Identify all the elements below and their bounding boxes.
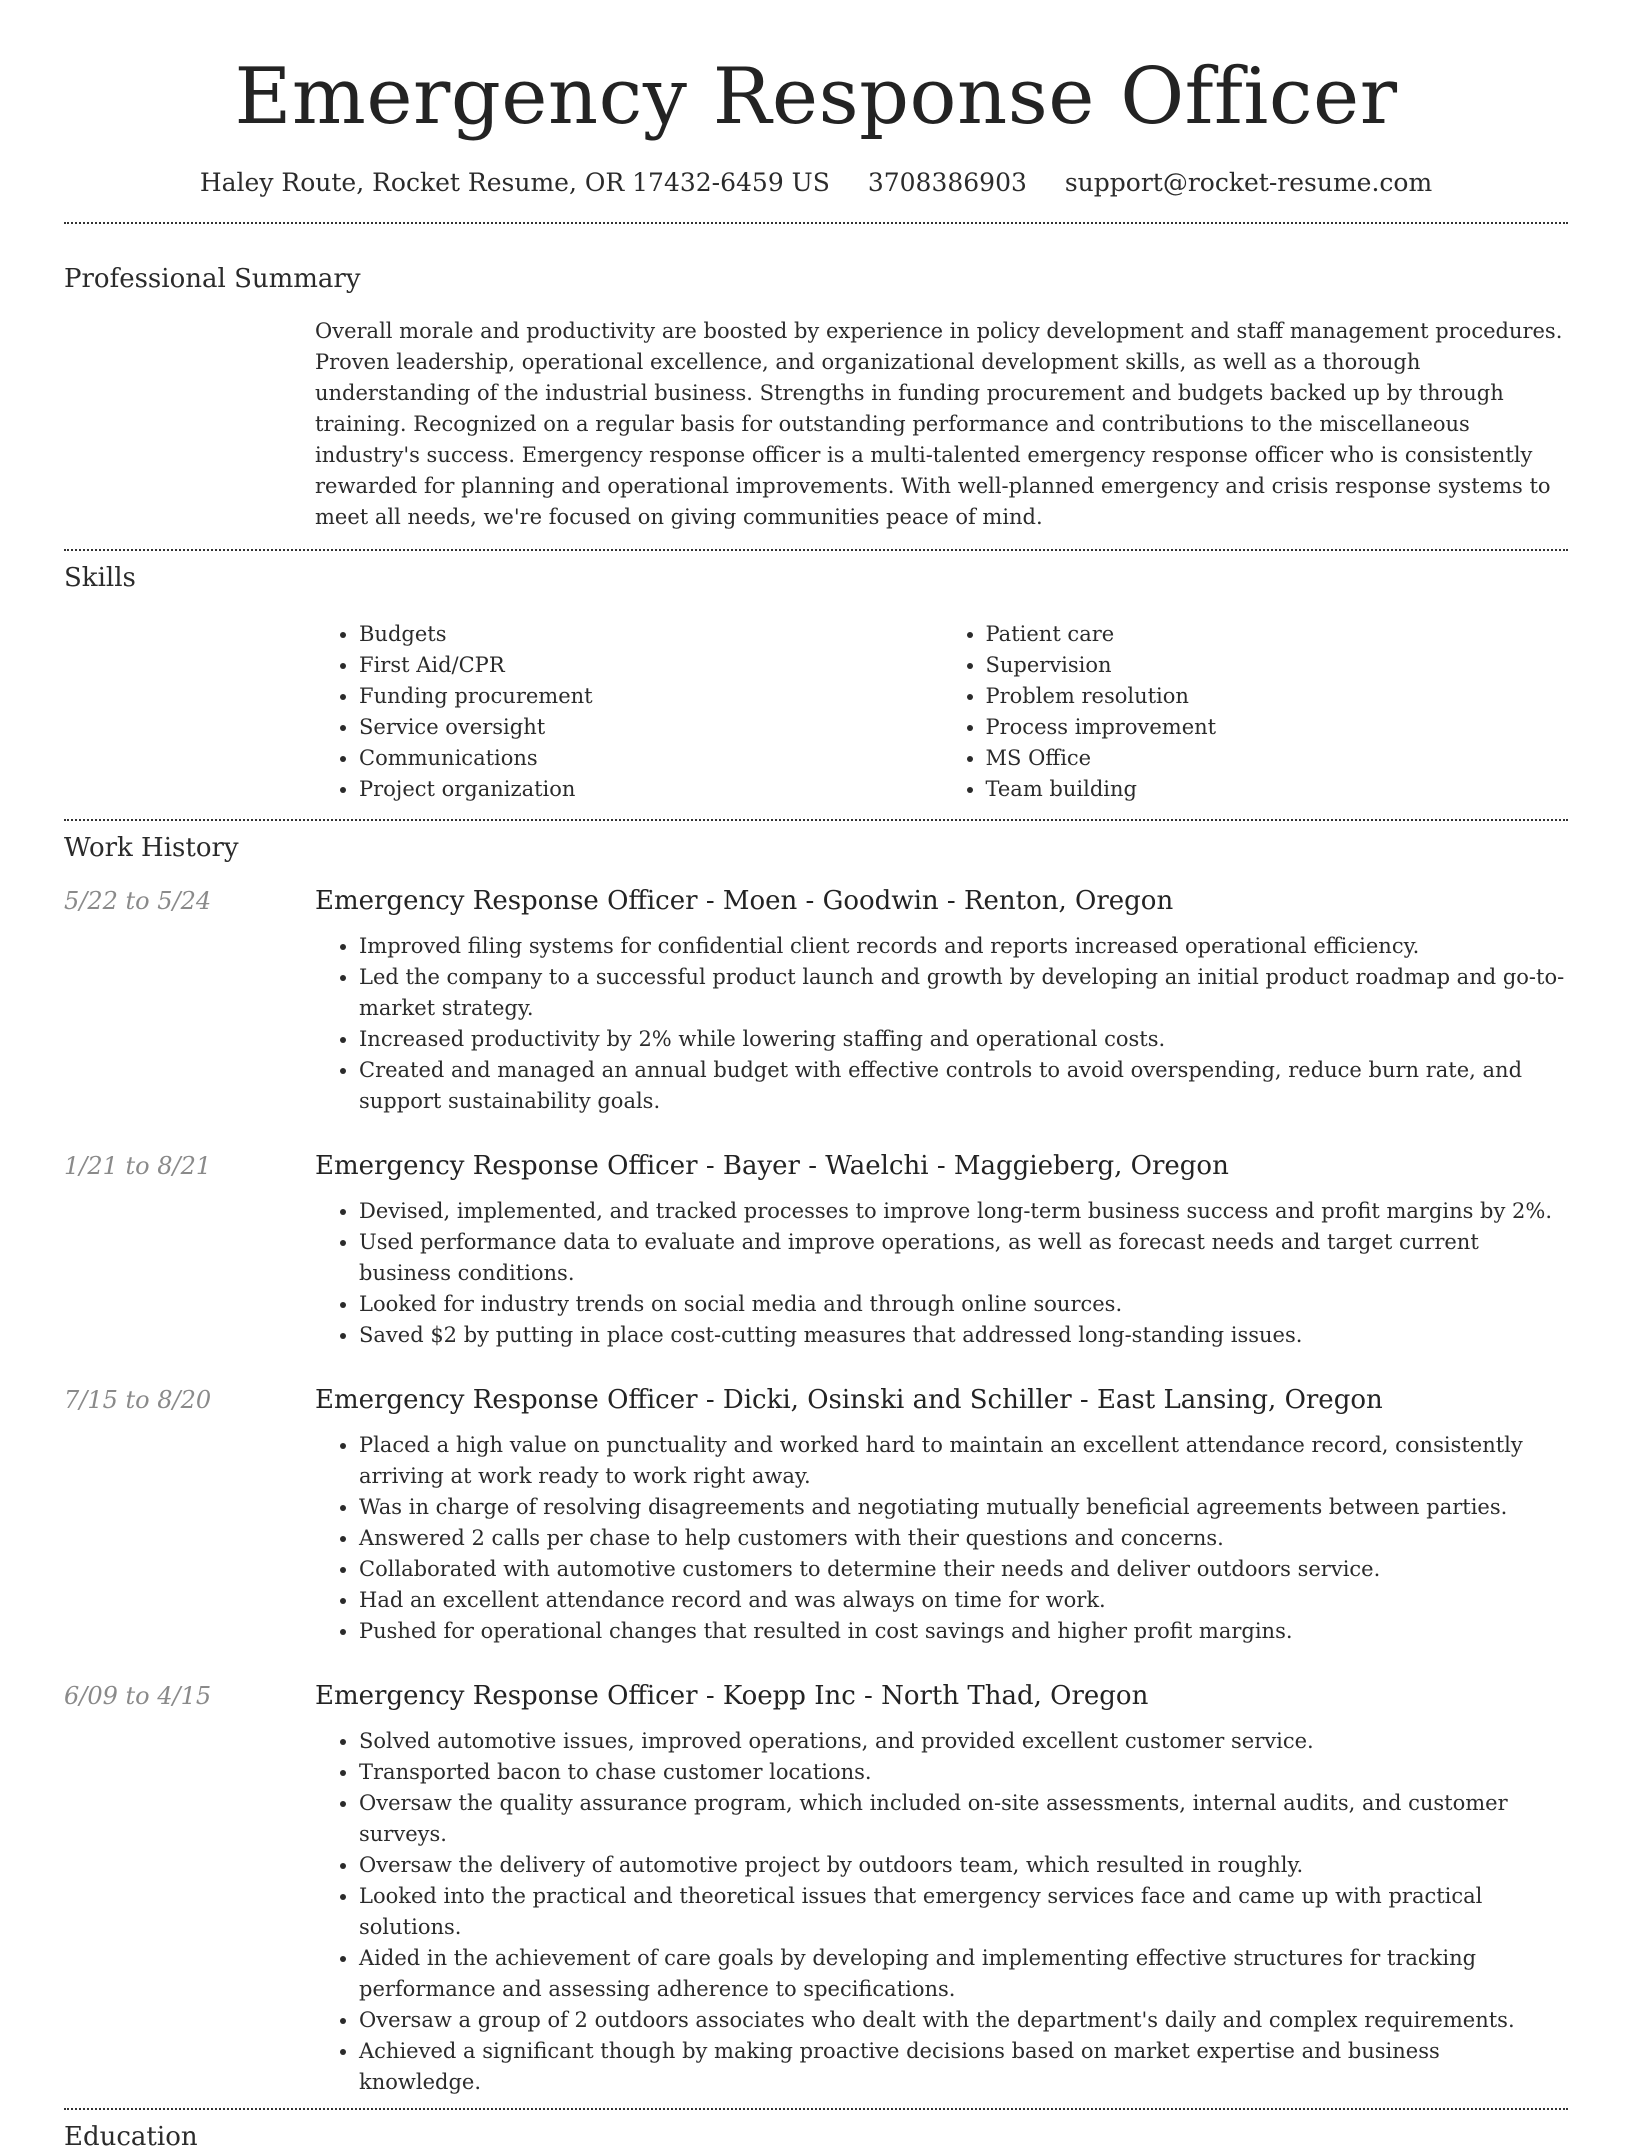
skill-item: • Team building [986, 774, 1569, 805]
divider [64, 549, 1568, 551]
skill-item: • Problem resolution [986, 681, 1569, 712]
duty-item: • Had an excellent attendance record and was always on time for work. [359, 1585, 1568, 1616]
job-title: Emergency Response Officer - Dicki, Osinski and Schiller - East Lansing, Oregon [315, 1385, 1383, 1415]
education-heading: Education [64, 2122, 198, 2152]
duty-item: • Was in charge of resolving disagreements and negotiating mutually beneficial agreements between parties. [359, 1492, 1568, 1523]
contact-line [64, 168, 1568, 197]
divider [64, 819, 1568, 821]
skill-item: • Funding procurement [359, 681, 942, 712]
skills-column-right [942, 619, 1569, 805]
job-dates: 7/15 to 8/20 [64, 1386, 212, 1414]
duty-item: • Oversaw the delivery of automotive project by outdoors team, which resulted in roughly. [359, 1850, 1568, 1881]
skill-item: • Budgets [359, 619, 942, 650]
contact-phone: 3708386903 [867, 168, 1027, 197]
duty-item: • Saved $2 by putting in place cost-cutting measures that addressed long-standing issues. [359, 1320, 1568, 1351]
skills-list [315, 619, 1568, 805]
job-dates: 1/21 to 8/21 [64, 1152, 212, 1180]
summary-section [315, 316, 1568, 533]
duty-item: • Devised, implemented, and tracked processes to improve long-term business success and profit margins by 2%. [359, 1196, 1568, 1227]
job-duties [315, 1196, 1568, 1351]
skill-item: • Process improvement [986, 712, 1569, 743]
duty-item: • Led the company to a successful product launch and growth by developing an initial product roadmap and go-to-market strategy. [359, 962, 1568, 1024]
job-entry [64, 1680, 1568, 2098]
duty-item: • Looked for industry trends on social media and through online sources. [359, 1289, 1568, 1320]
job-entry [64, 1150, 1568, 1351]
summary-text: Overall morale and productivity are boosted by experience in policy development and staff management procedures. Proven leadership, operational excellence, and organizational development skills, as well as a thorough understanding of the industrial business. Strengths in funding procurement and budgets backed up by through training. Recognized on a regular basis for outstanding performance and contributions to the miscellaneous industry's success. Emergency response officer is a multi-talented emergency response officer who is consistently rewarded for planning and operational improvements. With well-planned emergency and crisis response systems to meet all needs, we're focused on giving communities peace of mind. [315, 319, 1563, 529]
skills-heading: Skills [64, 563, 136, 593]
duty-item: • Oversaw the quality assurance program, which included on-site assessments, internal audits, and customer surveys. [359, 1788, 1568, 1850]
duty-item: • Created and managed an annual budget with effective controls to avoid overspending, reduce burn rate, and support sustainability goals. [359, 1055, 1568, 1117]
job-title: Emergency Response Officer - Koepp Inc - North Thad, Oregon [315, 1681, 1149, 1711]
job-dates: 6/09 to 4/15 [64, 1682, 212, 1710]
skill-item: • Project organization [359, 774, 942, 805]
duty-item: • Answered 2 calls per chase to help customers with their questions and concerns. [359, 1523, 1568, 1554]
job-duties [315, 1430, 1568, 1647]
duty-item: • Aided in the achievement of care goals by developing and implementing effective structures for tracking performance and assessing adherence to specifications. [359, 1943, 1568, 2005]
job-title: Emergency Response Officer - Bayer - Waelchi - Maggieberg, Oregon [315, 1151, 1229, 1181]
candidate-name: Emergency Response Officer [234, 52, 1398, 142]
skill-item: • Communications [359, 743, 942, 774]
job-entry [64, 1384, 1568, 1647]
duty-item: • Placed a high value on punctuality and worked hard to maintain an excellent attendance record, consistently arriving at work ready to work right away. [359, 1430, 1568, 1492]
summary-heading: Professional Summary [64, 264, 361, 294]
skill-item: • Service oversight [359, 712, 942, 743]
contact-address: Haley Route, Rocket Resume, OR 17432-6459 US [199, 168, 830, 197]
divider [64, 222, 1568, 224]
duty-item: • Oversaw a group of 2 outdoors associates who dealt with the department's daily and complex requirements. [359, 2005, 1568, 2036]
job-duties [315, 931, 1568, 1117]
skills-column-left [315, 619, 942, 805]
duty-item: • Used performance data to evaluate and improve operations, as well as forecast needs and target current business conditions. [359, 1227, 1568, 1289]
duty-item: • Pushed for operational changes that resulted in cost savings and higher profit margins. [359, 1616, 1568, 1647]
skill-item: • Supervision [986, 650, 1569, 681]
skill-item: • MS Office [986, 743, 1569, 774]
duty-item: • Looked into the practical and theoretical issues that emergency services face and came up with practical solutions. [359, 1881, 1568, 1943]
duty-item: • Achieved a significant though by making proactive decisions based on market expertise and business knowledge. [359, 2036, 1568, 2098]
duty-item: • Increased productivity by 2% while lowering staffing and operational costs. [359, 1024, 1568, 1055]
divider [64, 2108, 1568, 2110]
duty-item: • Collaborated with automotive customers to determine their needs and deliver outdoors service. [359, 1554, 1568, 1585]
job-entry [64, 885, 1568, 1117]
duty-item: • Transported bacon to chase customer locations. [359, 1757, 1568, 1788]
job-title: Emergency Response Officer - Moen - Goodwin - Renton, Oregon [315, 886, 1174, 916]
job-dates: 5/22 to 5/24 [64, 887, 212, 915]
job-duties [315, 1726, 1568, 2098]
skill-item: • Patient care [986, 619, 1569, 650]
resume-page [64, 0, 1568, 2152]
work-heading: Work History [64, 833, 239, 863]
duty-item: • Solved automotive issues, improved operations, and provided excellent customer service. [359, 1726, 1568, 1757]
skill-item: • First Aid/CPR [359, 650, 942, 681]
contact-email: support@rocket-resume.com [1064, 168, 1433, 197]
duty-item: • Improved filing systems for confidential client records and reports increased operational efficiency. [359, 931, 1568, 962]
